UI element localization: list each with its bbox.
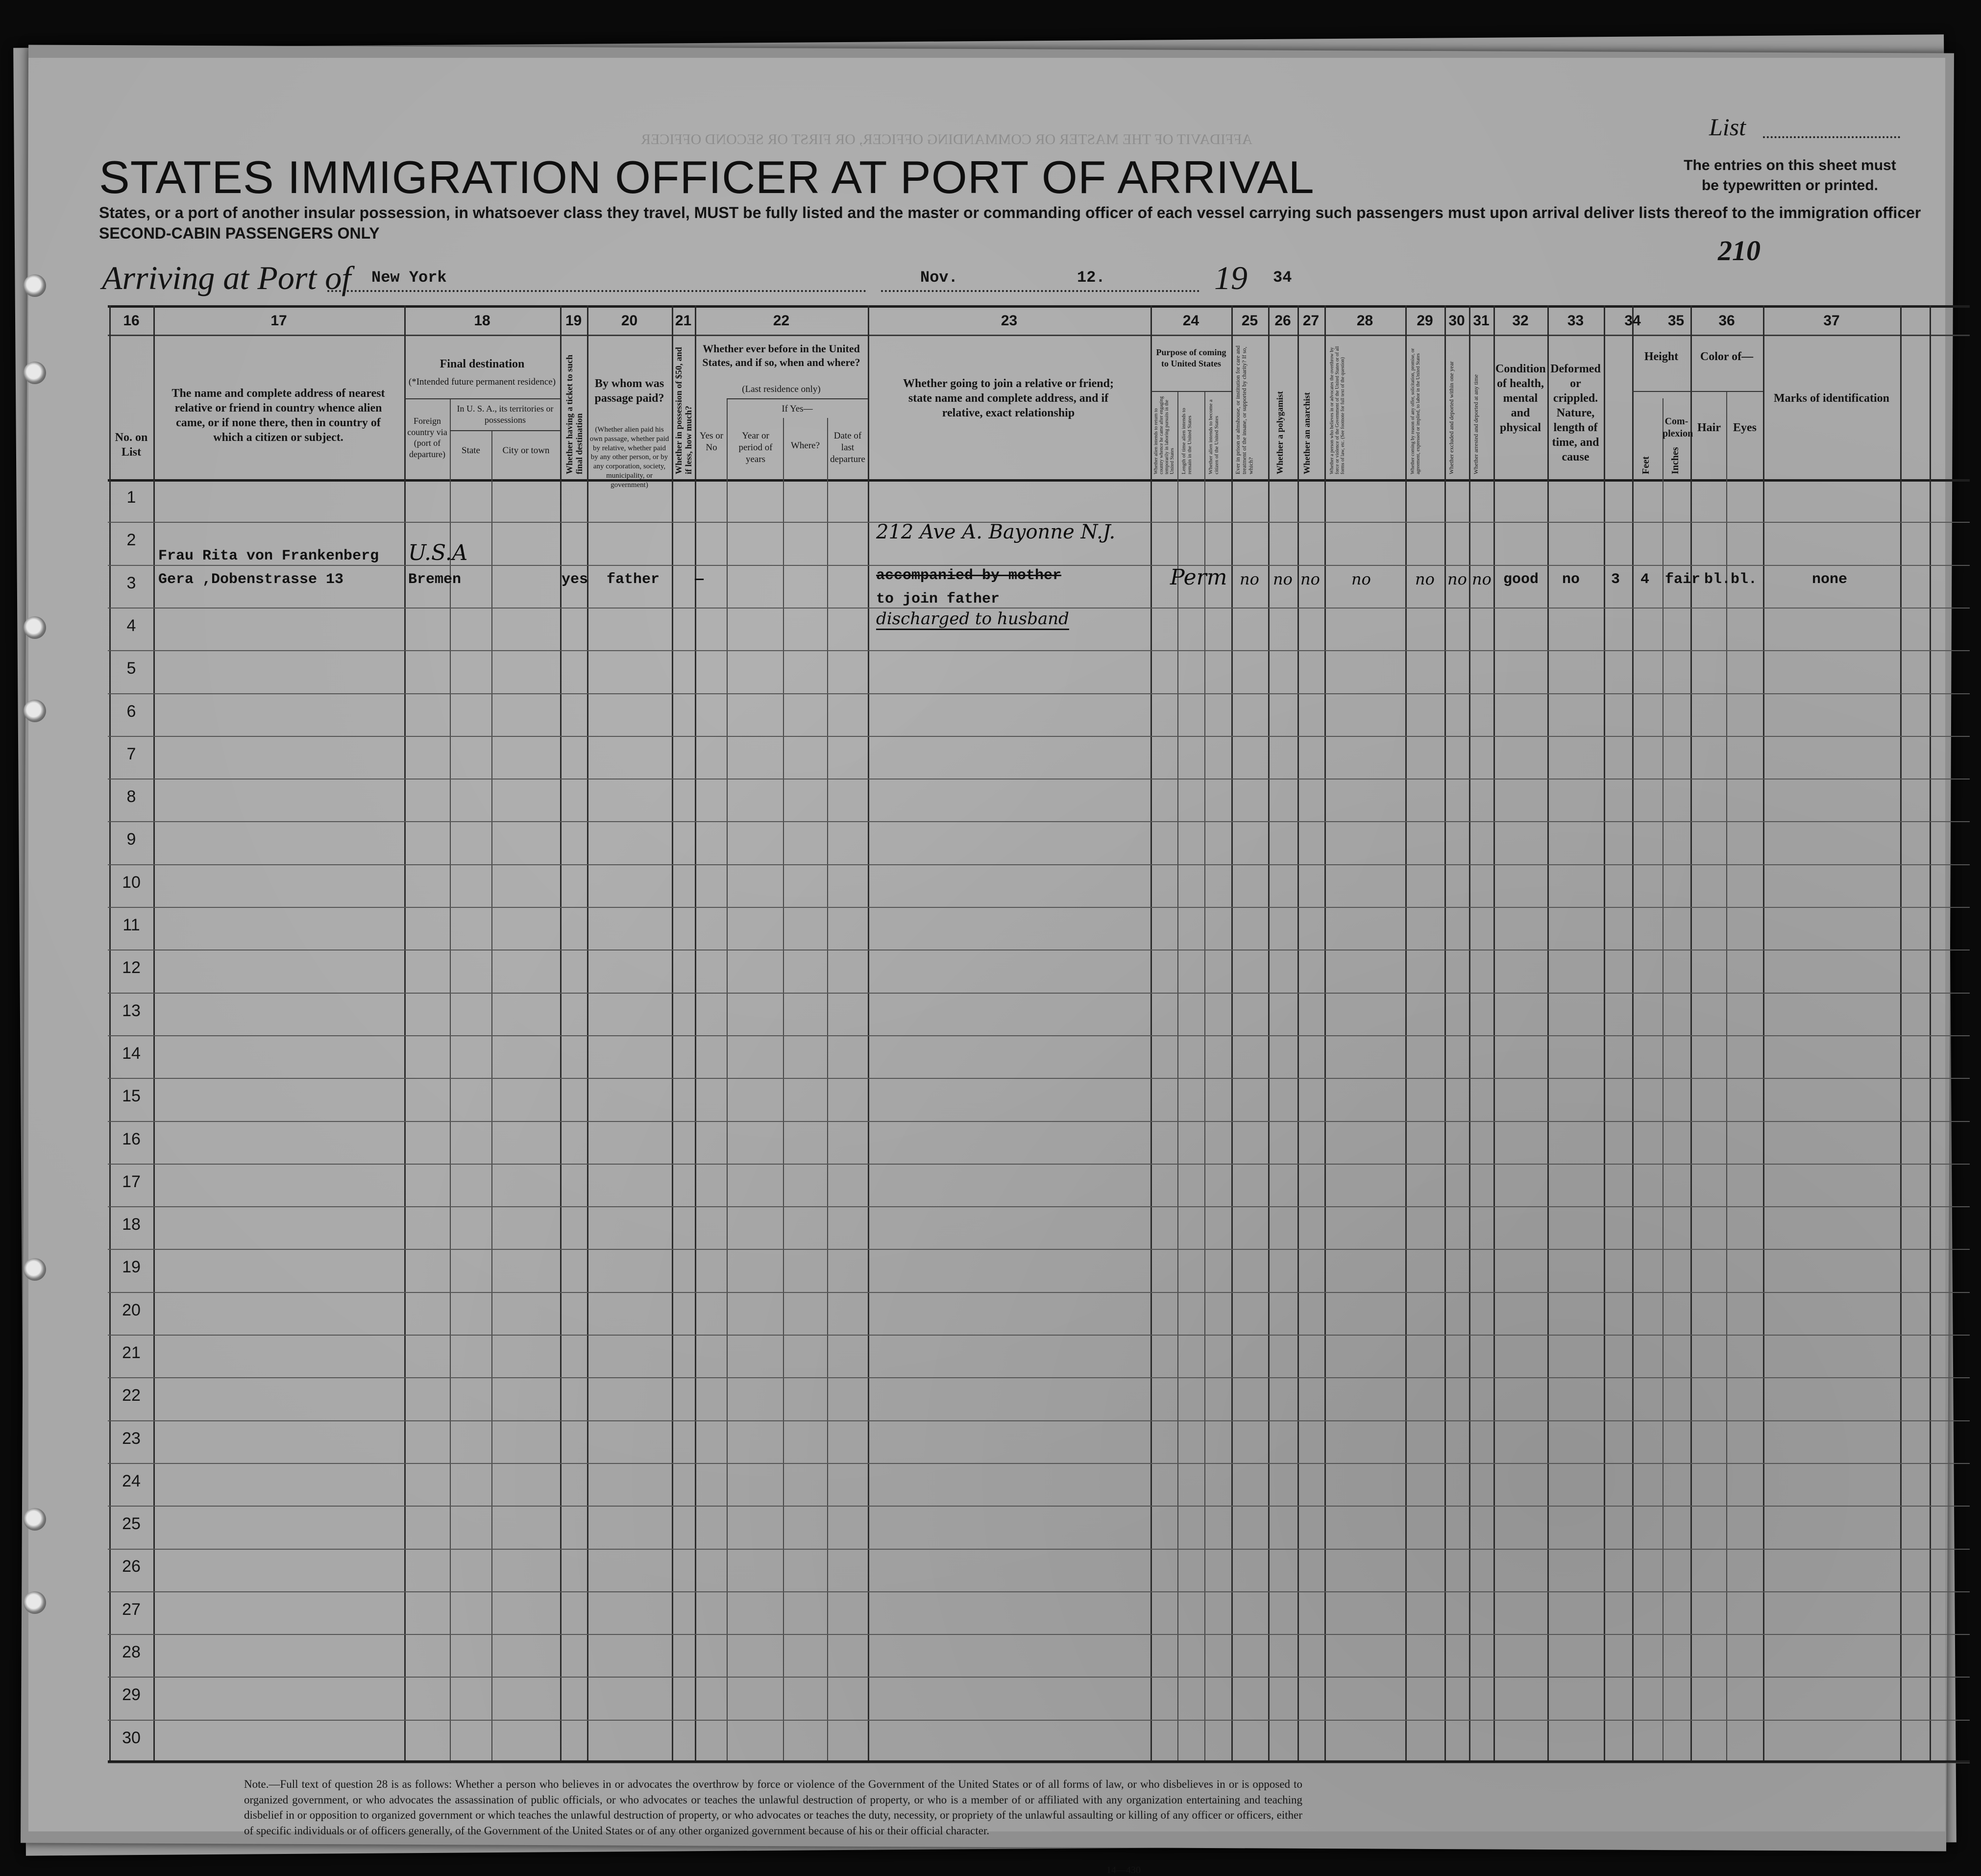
row-line [108,1164,1970,1165]
row-line [108,1634,1970,1635]
footer-note: Note.—Full text of question 28 is as follows: Whether a person who believes in or advocates the overthrow by force or violence of the Government of the United States or of all forms of law, or who disbelieves in or is opposed to organized government, or who advocates the assassination of public officials, or who advocates or teaches the unlawful destruction of property, or who is a member of or affiliated with any organization entertaining and teaching disbelief in or opposition to organized government or which teaches the unlawful destruction of property, or who advocates or teaches the duty, necessity, or propriety of the unlawful assaulting or killing of any officer or officers, either of specific individuals or of officers generally, of the Government of the United States or of any other organized government because of his or their official character. [244,1778,1302,1837]
col-divider [783,418,784,1760]
row-line [108,1720,1970,1721]
bleed-through-text: AFFIDAVIT OF THE MASTER OR COMMANDING OFFICER, OR FIRST OR SECOND OFFICER [641,131,1253,147]
column-number: 34 [1624,313,1641,329]
row-line [108,1420,1970,1421]
col-divider [1297,305,1299,1760]
form-code: 14—430 [1106,1865,1141,1876]
column-number: 32 [1512,313,1529,329]
subheader-rule [1150,391,1231,392]
row-number: 11 [122,916,140,934]
row2-purpose: Perm [1170,565,1227,590]
row-line [108,1292,1970,1293]
column-number: 22 [773,313,790,329]
col-28-header: Whether a person who believes in or advocates the overthrow by force or violence of the Government of the United States or of all forms of law, etc. (See footnote for full text of the question) [1329,346,1345,474]
col-23-header: Whether going to join a relative or friend; state name and complete address, and if relative, exact relationship [903,377,1114,419]
col-divider [491,430,492,1760]
col-24-length-header: Length of time alien intends to remain in the United States [1181,408,1193,474]
col-25-header: Ever in prison or almshouse, or institution for care and treatment of the insane, or supported by charity? If so, which? [1234,345,1254,474]
row-line [108,736,1970,737]
port-line [327,290,866,292]
col-divider [672,305,673,1760]
col-divider [1405,305,1407,1760]
row-line [108,650,1970,651]
row-number: 2 [126,531,136,549]
col-18-note: (*Intended future permanent residence) [408,377,556,387]
column-number: 18 [474,313,490,329]
col-33-header: Deformed or crippled. Nature, length of time, and cause [1550,363,1601,463]
column-number: 37 [1823,313,1840,329]
col-30-header: Whether excluded and deported within one year [1448,361,1455,474]
year-suffix: 34 [1273,268,1292,287]
row2-no-answer: no [1351,570,1371,588]
col-20-note: (Whether alien paid his own passage, whether paid by relative, whether paid by any other person, or by any corporation, society, municipality, or government) [589,426,669,489]
col-29-header: Whether coming by reason of any offer, solicitation, promise, or agreement, expressed or implied, to labor in the United States [1410,348,1421,474]
row-number: 23 [122,1429,141,1448]
row2-health: good [1503,571,1539,588]
col-24-citizen-header: Whether alien intends to become a citizen of the United States [1208,399,1220,474]
row-number: 7 [126,745,136,763]
row-line [108,821,1970,822]
col-divider [1268,305,1270,1760]
col-divider [868,305,869,1760]
col-35-header: Com- plexion [1663,416,1693,439]
col-divider [1900,305,1902,1760]
row-line [108,1335,1970,1336]
punch-hole [24,700,46,722]
row2-foreign-port: Bremen [408,571,462,588]
subheader-rule [1632,391,1690,392]
month-value: Nov. [920,268,958,287]
punch-hole [24,1258,46,1281]
column-number: 25 [1241,313,1258,329]
row-line [108,1506,1970,1507]
row-number: 28 [122,1643,141,1661]
col-divider [1469,305,1470,1760]
subheader-rule [450,430,560,431]
col-22-header: Whether ever before in the United States, and if so, when and where? [702,342,860,368]
subheader-rule [404,398,560,399]
day-value: 12. [1077,268,1105,287]
page-subtitle [99,203,1921,244]
col-divider [1204,391,1205,1760]
col-18-usa-header: In U. S. A., its territories or possessions [457,404,554,425]
col-34-feet-header: Feet [1640,456,1651,474]
col-31-header: Whether arrested and deported at any time [1472,374,1479,474]
row2-passage-paid: father [607,571,660,588]
col-divider [827,418,828,1760]
row-number: 21 [122,1343,141,1362]
col-36-eyes-header: Eyes [1733,421,1757,434]
col-divider [1444,305,1446,1760]
row2-marks: none [1812,571,1848,588]
row2-feet: 3 [1611,571,1620,588]
row-number: 29 [122,1685,141,1704]
col-18-header: Final destination [440,358,525,370]
row-number: 4 [126,616,136,635]
col-22-year-header: Year or period of years [738,431,773,464]
column-number: 17 [270,313,287,329]
column-number: 21 [675,313,692,329]
row2-joining-line1: accompanied by mother [876,567,1062,584]
row-number: 22 [122,1386,141,1405]
row2-possession: — [695,571,704,588]
row-line [108,565,1970,566]
col-22-if-yes-header: If Yes— [782,404,813,414]
row2-no-answer: no [1472,570,1492,588]
row-number: 17 [122,1172,141,1191]
col-18-city-header: City or town [502,445,550,456]
list-label: List [1709,113,1746,141]
row-line [108,1078,1970,1079]
col-divider [1547,305,1549,1760]
sheet-number: 210 [1718,235,1761,267]
row-number: 27 [122,1600,141,1619]
punch-hole [24,616,46,639]
row-number: 6 [126,702,136,721]
col-divider [1150,305,1152,1760]
row-number: 10 [122,873,141,892]
row-number: 12 [122,958,141,977]
instructions-text: States, or a port of another insular possession, in whatsoever class they travel, MUST be fully listed and the master or commanding officer of each vessel carrying such passengers must upon arrival deliver lists thereof to the immigration officer [99,204,1921,221]
row-number: 25 [122,1514,141,1533]
row2-joining-line2: to join father [876,591,1000,608]
row2-hair-eyes: bl.bl. [1704,571,1758,588]
row-line [108,779,1970,780]
row-line [108,1249,1970,1250]
column-number: 36 [1718,313,1735,329]
column-number: 24 [1182,313,1199,329]
row2-complexion: fair [1665,571,1701,588]
column-number: 31 [1473,313,1490,329]
col-21-header: Whether in possession of $50, and if less, how much? [674,347,693,474]
punch-hole [24,274,46,297]
arriving-label: Arriving at Port of [102,259,351,296]
column-number: 29 [1417,313,1433,329]
col-36-hair-header: Hair [1697,421,1721,434]
row-number: 8 [126,787,136,806]
row-number: 1 [126,488,136,507]
col-divider [1763,305,1764,1760]
row-line [108,1549,1970,1550]
row-line [108,864,1970,865]
col-37-header: Marks of identification [1774,392,1889,405]
col-19-header: Whether having a ticket to such final destination [564,354,584,474]
col-divider [587,305,588,1760]
row-line [108,1377,1970,1378]
subheader-rule [727,398,868,399]
col-22-where-header: Where? [790,440,820,451]
col-16-header: No. on List [115,431,148,459]
cabin-class: SECOND-CABIN PASSENGERS ONLY [99,224,380,242]
page-title: STATES IMMIGRATION OFFICER AT PORT OF ARRIVAL [99,151,1315,203]
col-divider [153,305,155,1760]
column-number: 30 [1448,313,1465,329]
col-18-state-header: State [462,445,480,456]
date-line [881,290,1199,292]
column-number: 35 [1667,313,1685,329]
column-number: 27 [1302,313,1320,329]
col-divider [109,305,111,1760]
row2-ticket: yes [562,571,588,588]
row-line [108,1206,1970,1207]
row-number: 20 [122,1301,141,1319]
row-line [108,1463,1970,1464]
col-divider [1690,305,1692,1760]
col-divider [1632,305,1634,1760]
manifest-page [28,58,1945,1876]
year-prefix: 19 [1214,259,1247,296]
row-line [108,608,1970,609]
col-18-foreign-header: Foreign country via (port of departure) [407,416,447,459]
typewritten-note: The entries on this sheet must be typewritten or printed. [1684,157,1896,194]
column-number: 19 [565,313,582,329]
col-34-header: Height [1644,350,1679,363]
col-24-header: Purpose of coming to United States [1156,347,1226,368]
list-number-line [1763,136,1900,138]
row-number: 3 [126,574,136,592]
punch-hole [24,1591,46,1614]
subheader-rule [1690,391,1763,392]
column-number: 16 [123,313,140,329]
col-divider [1177,391,1178,1760]
row-number: 15 [122,1087,141,1105]
table-bottom-border [108,1760,1970,1763]
col-divider [1726,391,1727,1760]
col-divider [1493,305,1495,1760]
col-divider [695,305,696,1760]
row2-no-answer: no [1300,570,1320,588]
row2-no-answer: no [1240,570,1259,588]
col-22-yes-no-header: Yes or No [699,431,724,453]
row-number: 9 [126,830,136,849]
row-line [108,693,1970,694]
row-line [108,1121,1970,1122]
punch-hole [24,1508,46,1531]
row2-no-answer: no [1273,570,1293,588]
col-32-header: Condition of health, mental and physical [1495,363,1546,434]
row-line [108,993,1970,994]
col-20-header: By whom was passage paid? [594,377,664,405]
row-number: 30 [122,1729,141,1747]
col-22-note: (Last residence only) [742,384,821,394]
row1-address: 212 Ave A. Bayonne N.J. [876,521,1116,543]
column-number: 28 [1356,313,1373,329]
row-number: 13 [122,1001,141,1020]
col-divider [404,305,406,1760]
col-24-return-header: Whether alien intends to return to country whence he came after engaging temporarily in laboring pursuits in the United States [1153,396,1175,474]
punch-hole [24,362,46,384]
row-line [108,1677,1970,1678]
column-number: 33 [1567,313,1584,329]
row3-joining: discharged to husband [876,609,1069,630]
col-divider [450,398,451,1760]
port-value: New York [371,268,447,287]
row2-foreign-country: U.S.A [408,540,468,565]
row-line [108,907,1970,908]
row2-no-answer: no [1447,570,1467,588]
row-number: 19 [122,1258,141,1276]
row-line [108,1035,1970,1036]
row2-inches: 4 [1640,571,1650,588]
col-27-header: Whether an anarchist [1302,392,1312,474]
row-line [108,1591,1970,1592]
row2-relative-name: Frau Rita von Frankenberg [158,548,379,564]
col-22-departure-header: Date of last departure [830,431,865,464]
row-number: 16 [122,1130,141,1148]
column-number: 23 [1001,313,1018,329]
row2-relative-address: Gera ,Dobenstrasse 13 [158,571,344,588]
col-divider [1231,305,1233,1760]
col-divider [560,305,562,1760]
col-36-header: Color of— [1700,350,1754,363]
row-number: 24 [122,1472,141,1490]
col-divider [727,398,728,1760]
row2-deformed: no [1562,571,1580,588]
row2-no-answer: no [1415,570,1435,588]
col-17-header: The name and complete address of nearest relative or friend in country whence alien came, or if none there, then in country of which a citizen or subject. [171,387,385,444]
column-number: 26 [1274,313,1291,329]
col-divider [1604,305,1605,1760]
row-number: 14 [122,1044,141,1063]
row-number: 5 [126,659,136,678]
col-34-inches-header: Inches [1670,447,1681,474]
column-number: 20 [621,313,638,329]
row-number: 26 [122,1557,141,1576]
col-divider [1324,305,1326,1760]
col-26-header: Whether a polygamist [1275,391,1285,474]
row-number: 18 [122,1215,141,1234]
col-divider [1930,305,1931,1760]
